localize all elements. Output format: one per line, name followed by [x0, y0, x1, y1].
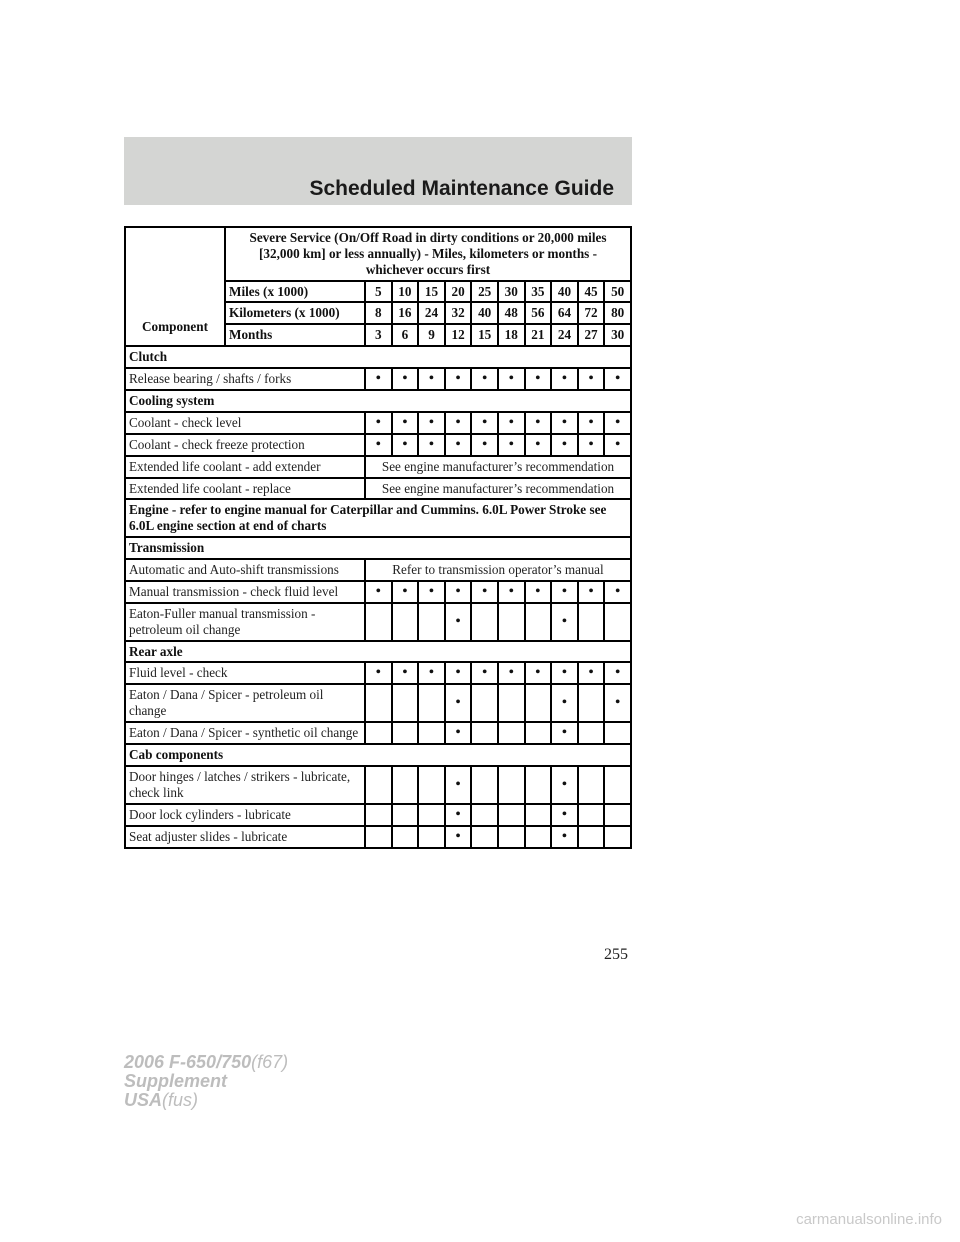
- footer-model-code: (f67): [251, 1052, 289, 1072]
- interval-value: 24: [551, 324, 578, 346]
- section-heading: Engine - refer to engine manual for Caterpillar and Cummins. 6.0L Power Stroke see 6.0L engine section at end of charts: [125, 499, 631, 537]
- component-label: Release bearing / shafts / forks: [125, 368, 365, 390]
- component-label: Fluid level - check: [125, 662, 365, 684]
- service-bullet: •: [604, 581, 631, 603]
- service-bullet: •: [365, 412, 392, 434]
- empty-cell: [498, 722, 525, 744]
- table-row: [125, 537, 631, 559]
- empty-cell: [525, 684, 552, 722]
- empty-cell: [525, 826, 552, 848]
- service-bullet: •: [525, 368, 552, 390]
- interval-value: 56: [525, 302, 552, 324]
- interval-value: 16: [392, 302, 419, 324]
- interval-label: Months: [225, 324, 365, 346]
- interval-value: 21: [525, 324, 552, 346]
- interval-value: 30: [604, 324, 631, 346]
- service-bullet: •: [578, 434, 605, 456]
- service-bullet: •: [551, 766, 578, 804]
- table-row: [125, 804, 631, 826]
- empty-cell: [392, 684, 419, 722]
- table-header: [125, 227, 631, 346]
- service-bullet: •: [604, 412, 631, 434]
- page-number: 255: [604, 946, 628, 963]
- interval-value: 20: [445, 281, 472, 303]
- component-label: Manual transmission - check fluid level: [125, 581, 365, 603]
- empty-cell: [525, 603, 552, 641]
- watermark: carmanualsonline.info: [796, 1211, 942, 1228]
- empty-cell: [392, 804, 419, 826]
- service-bullet: •: [418, 581, 445, 603]
- empty-cell: [365, 603, 392, 641]
- empty-cell: [604, 722, 631, 744]
- service-bullet: •: [365, 581, 392, 603]
- service-bullet: •: [445, 581, 472, 603]
- service-bullet: •: [525, 412, 552, 434]
- footer: [124, 1053, 288, 1110]
- empty-cell: [604, 603, 631, 641]
- interval-value: 27: [578, 324, 605, 346]
- empty-cell: [471, 804, 498, 826]
- service-bullet: •: [604, 368, 631, 390]
- table-row: [125, 412, 631, 434]
- service-note: See engine manufacturer’s recommendation: [365, 478, 631, 500]
- service-bullet: •: [392, 368, 419, 390]
- component-header: Component: [125, 227, 225, 346]
- table-row: [125, 684, 631, 722]
- service-bullet: •: [604, 684, 631, 722]
- service-bullet: •: [551, 662, 578, 684]
- empty-cell: [525, 722, 552, 744]
- empty-cell: [392, 722, 419, 744]
- table-row: [125, 456, 631, 478]
- service-bullet: •: [498, 581, 525, 603]
- empty-cell: [365, 766, 392, 804]
- table-row: [125, 662, 631, 684]
- empty-cell: [498, 766, 525, 804]
- empty-cell: [498, 804, 525, 826]
- service-bullet: •: [471, 434, 498, 456]
- interval-value: 3: [365, 324, 392, 346]
- interval-value: 48: [498, 302, 525, 324]
- empty-cell: [471, 684, 498, 722]
- interval-label: Kilometers (x 1000): [225, 302, 365, 324]
- section-heading: Clutch: [125, 346, 631, 368]
- empty-cell: [418, 684, 445, 722]
- component-label: Coolant - check level: [125, 412, 365, 434]
- service-bullet: •: [445, 368, 472, 390]
- service-bullet: •: [471, 368, 498, 390]
- component-label: Door hinges / latches / strikers - lubricate, check link: [125, 766, 365, 804]
- empty-cell: [578, 766, 605, 804]
- interval-value: 32: [445, 302, 472, 324]
- header-band: [124, 137, 632, 205]
- service-bullet: •: [604, 662, 631, 684]
- interval-value: 35: [525, 281, 552, 303]
- component-label: Door lock cylinders - lubricate: [125, 804, 365, 826]
- service-bullet: •: [525, 581, 552, 603]
- empty-cell: [365, 804, 392, 826]
- table-row: [125, 581, 631, 603]
- interval-value: 18: [498, 324, 525, 346]
- table-row: [125, 346, 631, 368]
- service-bullet: •: [551, 412, 578, 434]
- service-bullet: •: [445, 603, 472, 641]
- component-label: Eaton-Fuller manual transmission - petroleum oil change: [125, 603, 365, 641]
- service-bullet: •: [445, 826, 472, 848]
- interval-value: 80: [604, 302, 631, 324]
- table-row: [125, 603, 631, 641]
- service-bullet: •: [418, 412, 445, 434]
- table-row: [125, 766, 631, 804]
- interval-value: 6: [392, 324, 419, 346]
- footer-market-code: (fus): [162, 1090, 199, 1110]
- footer-market: USA: [124, 1090, 163, 1110]
- service-bullet: •: [418, 662, 445, 684]
- service-bullet: •: [445, 662, 472, 684]
- component-label: Extended life coolant - add extender: [125, 456, 365, 478]
- service-bullet: •: [418, 368, 445, 390]
- table-row: [125, 744, 631, 766]
- service-bullet: •: [551, 804, 578, 826]
- service-bullet: •: [365, 368, 392, 390]
- service-note: See engine manufacturer’s recommendation: [365, 456, 631, 478]
- interval-value: 12: [445, 324, 472, 346]
- empty-cell: [604, 804, 631, 826]
- service-bullet: •: [471, 412, 498, 434]
- empty-cell: [471, 603, 498, 641]
- interval-value: 15: [418, 281, 445, 303]
- empty-cell: [418, 826, 445, 848]
- service-bullet: •: [445, 804, 472, 826]
- service-bullet: •: [445, 722, 472, 744]
- interval-value: 30: [498, 281, 525, 303]
- service-bullet: •: [498, 412, 525, 434]
- empty-cell: [418, 722, 445, 744]
- table-row: [125, 559, 631, 581]
- table-row: [125, 722, 631, 744]
- service-bullet: •: [498, 368, 525, 390]
- table-row: [125, 368, 631, 390]
- interval-value: 8: [365, 302, 392, 324]
- service-bullet: •: [471, 662, 498, 684]
- service-bullet: •: [578, 662, 605, 684]
- service-bullet: •: [445, 434, 472, 456]
- empty-cell: [578, 804, 605, 826]
- table-row: [125, 641, 631, 663]
- service-bullet: •: [392, 412, 419, 434]
- empty-cell: [498, 684, 525, 722]
- empty-cell: [578, 684, 605, 722]
- empty-cell: [418, 603, 445, 641]
- service-bullet: •: [525, 662, 552, 684]
- service-bullet: •: [551, 826, 578, 848]
- service-bullet: •: [578, 368, 605, 390]
- component-label: Eaton / Dana / Spicer - synthetic oil change: [125, 722, 365, 744]
- section-heading: Cooling system: [125, 390, 631, 412]
- page-title: Scheduled Maintenance Guide: [309, 177, 614, 200]
- interval-value: 72: [578, 302, 605, 324]
- section-heading: Transmission: [125, 537, 631, 559]
- interval-value: 15: [471, 324, 498, 346]
- table-row: [125, 478, 631, 500]
- empty-cell: [498, 603, 525, 641]
- component-label: Eaton / Dana / Spicer - petroleum oil change: [125, 684, 365, 722]
- service-bullet: •: [525, 434, 552, 456]
- service-bullet: •: [392, 434, 419, 456]
- component-label: Coolant - check freeze protection: [125, 434, 365, 456]
- table-body: [125, 346, 631, 848]
- interval-value: 5: [365, 281, 392, 303]
- interval-value: 45: [578, 281, 605, 303]
- service-bullet: •: [604, 434, 631, 456]
- empty-cell: [418, 804, 445, 826]
- component-label: Extended life coolant - replace: [125, 478, 365, 500]
- service-bullet: •: [551, 368, 578, 390]
- empty-cell: [578, 722, 605, 744]
- service-bullet: •: [392, 581, 419, 603]
- service-bullet: •: [498, 662, 525, 684]
- component-label: Seat adjuster slides - lubricate: [125, 826, 365, 848]
- service-bullet: •: [445, 766, 472, 804]
- service-bullet: •: [498, 434, 525, 456]
- empty-cell: [471, 826, 498, 848]
- service-bullet: •: [365, 434, 392, 456]
- empty-cell: [578, 826, 605, 848]
- table-row: [125, 499, 631, 537]
- service-bullet: •: [551, 684, 578, 722]
- table-row: [125, 826, 631, 848]
- interval-value: 40: [551, 281, 578, 303]
- interval-value: 9: [418, 324, 445, 346]
- interval-value: 24: [418, 302, 445, 324]
- service-bullet: •: [578, 581, 605, 603]
- empty-cell: [604, 826, 631, 848]
- service-bullet: •: [471, 581, 498, 603]
- interval-value: 10: [392, 281, 419, 303]
- empty-cell: [604, 766, 631, 804]
- empty-cell: [392, 826, 419, 848]
- empty-cell: [365, 684, 392, 722]
- service-bullet: •: [551, 722, 578, 744]
- interval-value: 25: [471, 281, 498, 303]
- service-bullet: •: [445, 684, 472, 722]
- empty-cell: [525, 766, 552, 804]
- empty-cell: [578, 603, 605, 641]
- empty-cell: [392, 766, 419, 804]
- service-bullet: •: [578, 412, 605, 434]
- component-label: Automatic and Auto-shift transmissions: [125, 559, 365, 581]
- interval-value: 50: [604, 281, 631, 303]
- empty-cell: [418, 766, 445, 804]
- section-heading: Rear axle: [125, 641, 631, 663]
- service-bullet: •: [551, 434, 578, 456]
- service-bullet: •: [445, 412, 472, 434]
- footer-supplement: Supplement: [124, 1071, 228, 1091]
- service-bullet: •: [551, 603, 578, 641]
- table-row: [125, 390, 631, 412]
- table-row: [125, 434, 631, 456]
- header-row: [125, 227, 631, 281]
- service-title: Severe Service (On/Off Road in dirty conditions or 20,000 miles [32,000 km] or less annually) - Miles, kilometers or months - whichever occurs first: [225, 227, 631, 281]
- service-bullet: •: [551, 581, 578, 603]
- service-bullet: •: [392, 662, 419, 684]
- empty-cell: [365, 722, 392, 744]
- interval-value: 64: [551, 302, 578, 324]
- interval-label: Miles (x 1000): [225, 281, 365, 303]
- maintenance-table: [124, 226, 632, 849]
- service-bullet: •: [418, 434, 445, 456]
- interval-value: 40: [471, 302, 498, 324]
- service-bullet: •: [365, 662, 392, 684]
- empty-cell: [365, 826, 392, 848]
- empty-cell: [471, 722, 498, 744]
- empty-cell: [471, 766, 498, 804]
- empty-cell: [525, 804, 552, 826]
- empty-cell: [392, 603, 419, 641]
- section-heading: Cab components: [125, 744, 631, 766]
- footer-model: 2006 F-650/750: [124, 1052, 252, 1072]
- empty-cell: [498, 826, 525, 848]
- service-note: Refer to transmission operator’s manual: [365, 559, 631, 581]
